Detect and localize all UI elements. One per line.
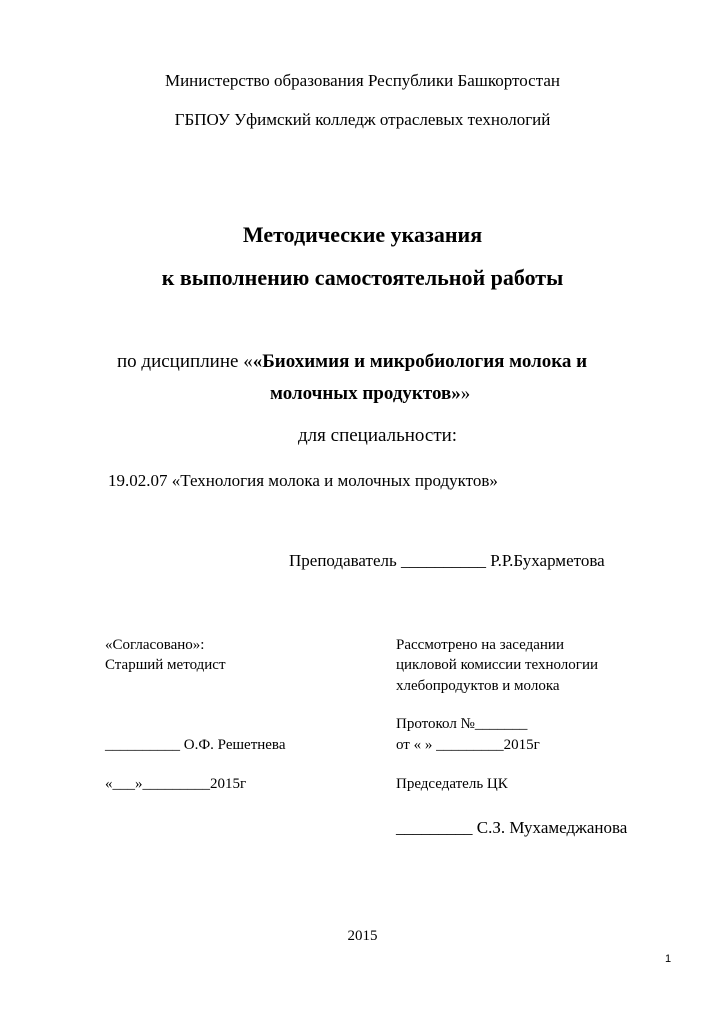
chair-label: Председатель ЦК [396, 776, 508, 792]
discipline-name-cont: молочных продуктов» [270, 383, 461, 404]
discipline-suffix: » [460, 383, 471, 404]
document-subtitle: к выполнению самостоятельной работы [161, 265, 564, 290]
agreed-label: «Согласовано»: [105, 637, 205, 653]
discipline-line [117, 352, 587, 371]
footer-year: 2015 [347, 928, 378, 944]
teacher-line: Преподаватель __________ Р.Р.Бухарметова [289, 551, 605, 570]
methodist-signature: __________ О.Ф. Решетнева [105, 737, 286, 753]
review-line-3: хлебопродуктов и молока [396, 678, 560, 694]
review-line-1: Рассмотрено на заседании [396, 637, 564, 653]
college-header: ГБПОУ Уфимский колледж отраслевых технологий [174, 110, 551, 129]
protocol-date: от « » _________2015г [396, 737, 540, 753]
chair-signature: _________ С.З. Мухамеджанова [396, 818, 628, 837]
agreed-date: «___»_________2015г [105, 776, 247, 792]
page-number: 1 [665, 953, 672, 965]
specialty-label: для специальности: [298, 425, 458, 446]
discipline-line-2 [270, 384, 470, 403]
discipline-prefix: по дисциплине « [117, 351, 253, 372]
document-title: Методические указания [242, 222, 483, 247]
discipline-name: «Биохимия и микробиология молока и [252, 351, 588, 372]
methodist-position: Старший методист [105, 657, 226, 673]
specialty: 19.02.07 «Технология молока и молочных продуктов» [108, 471, 498, 490]
ministry-header: Министерство образования Республики Башкортостан [164, 71, 561, 90]
review-line-2: цикловой комиссии технологии [396, 657, 599, 673]
protocol-number: Протокол №_______ [396, 716, 528, 732]
